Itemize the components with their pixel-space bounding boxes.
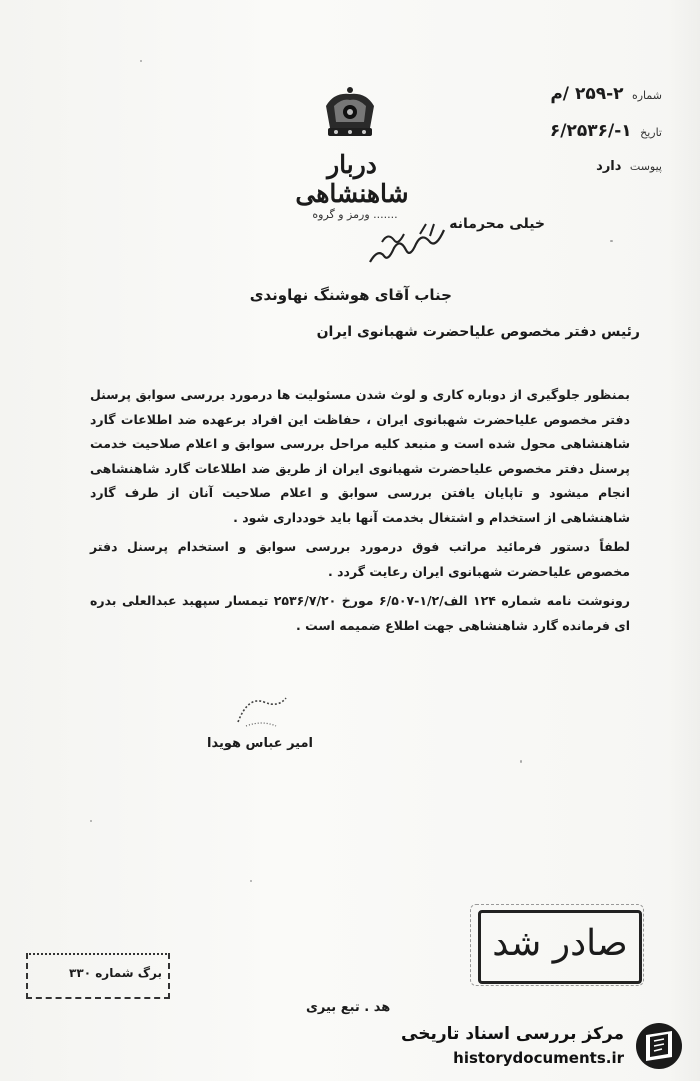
watermark-url: historydocuments.ir: [453, 1049, 624, 1067]
crown-emblem-icon: [318, 84, 382, 148]
handwritten-note-scribble: [360, 212, 460, 272]
signatory-name: امیر عباس هویدا: [207, 736, 313, 751]
letter-number: [550, 84, 662, 104]
org-subline: ....... ورمز و گروه: [312, 208, 398, 221]
letter-attachment: [596, 158, 662, 174]
paper-speck: [140, 60, 142, 62]
attachment-label: پیوست: [629, 160, 662, 173]
paper-speck: [90, 820, 92, 822]
body-paragraph: لطفاً دستور فرمائید مراتب فوق درمورد بررسی سوابق و استخدام پرسنل دفتر مخصوص علیاحضرت شهبانوی ایران رعایت گردد .: [90, 539, 630, 579]
issued-stamp: [478, 910, 642, 984]
body-paragraph: رونوشت نامه شماره ۱۲۴ الف/۱/۲-۶/۵۰۷ مورخ ۲۵۳۶/۷/۲۰ تیمسار سپهبد عبدالعلی بدره ای فرمانده گارد شاهنشاهی جهت اطلاع ضمیمه است .: [90, 593, 630, 633]
addressee-title: رئیس دفتر مخصوص علیاحضرت شهبانوی ایران: [316, 324, 640, 340]
paper-speck: [520, 760, 522, 763]
sheet-number-box: [26, 953, 170, 999]
classification-label: خیلی محرمانه: [449, 216, 545, 232]
watermark-name: مرکز بررسی اسناد تاریخی: [401, 1024, 624, 1044]
addressee-name: جناب آقای هوشنگ نهاوندی: [249, 286, 452, 304]
attachment-value: دارد: [596, 159, 622, 174]
org-title: دربار شاهنشاهی: [295, 150, 409, 208]
date-label: تاریخ: [640, 126, 662, 139]
number-value: ۲-۲۵۹ /م: [550, 84, 624, 104]
sheet-number-text: برگ شماره ۳۳۰: [69, 966, 162, 980]
archive-logo-icon: [632, 1021, 686, 1071]
number-label: شماره: [631, 89, 662, 102]
paper-speck: [250, 880, 252, 882]
stamp-text: صادر شد: [492, 923, 628, 964]
page-edge-shadow: [668, 0, 700, 1081]
bottom-handwritten-note: هد . تبع بیری: [306, 1000, 391, 1015]
letter-body: [90, 383, 630, 638]
paper-speck: [610, 240, 613, 242]
archive-watermark: [401, 1020, 692, 1072]
signature-scribble: [232, 692, 292, 732]
body-paragraph: بمنظور جلوگیری از دوباره کاری و لوث شدن مسئولیت ها درمورد بررسی سوابق پرسنل دفتر مخصوص علیاحضرت شهبانوی ایران ، حفاظت این افراد برعهده ضد اطلاعات گارد شاهنشاهی محول شده است و منبعد کلیه مراحل بررسی سوابق و اعلام صلاحیت خدمت پرسنل دفتر مخصوص علیاحضرت شهبانوی ایران از طریق ضد اطلاعات گارد شاهنشاهی انجام میشود و تاپایان یافتن بررسی سوابق و اعلام صلاحیت آنان از طرف گارد شاهنشاهی از استخدام و اشتغال بخدمت آنها باید خودداری شود .: [90, 387, 630, 525]
date-value: ۱-/۶/۲۵۳۶: [549, 121, 632, 141]
letter-date: [550, 121, 662, 141]
